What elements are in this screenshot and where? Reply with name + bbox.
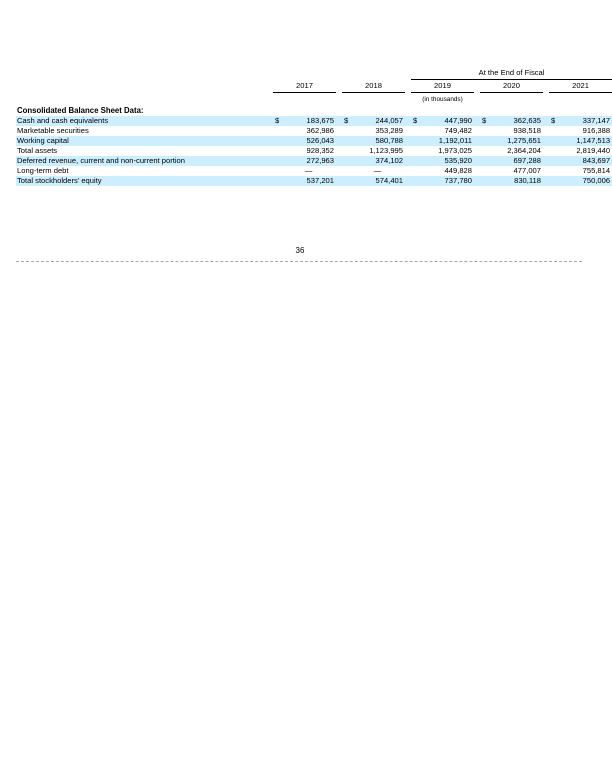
year-header: 2021 xyxy=(549,80,612,93)
cell-value: 1,973,025 xyxy=(438,146,472,155)
currency-symbol xyxy=(411,146,419,156)
cell-value: 737,780 xyxy=(419,176,474,186)
row-label: Marketable securities xyxy=(17,126,89,135)
row-label: Total stockholders' equity xyxy=(16,176,273,186)
currency-symbol xyxy=(273,136,281,146)
cell-value: 535,920 xyxy=(419,156,474,166)
currency-symbol xyxy=(411,156,419,166)
currency-symbol: $ xyxy=(551,116,556,125)
cell-value: 928,352 xyxy=(306,146,334,155)
row-label: Long-term debt xyxy=(17,166,69,175)
cell-value: 830,118 xyxy=(488,176,543,186)
currency-symbol xyxy=(549,156,557,166)
currency-symbol xyxy=(342,166,350,176)
table-row xyxy=(16,116,612,126)
cell-value: 337,147 xyxy=(557,116,612,126)
year-header: 2018 xyxy=(342,80,405,93)
currency-symbol xyxy=(411,136,419,146)
cell-value: 1,123,995 xyxy=(369,146,403,155)
currency-symbol: $ xyxy=(344,116,349,125)
cell-value: 447,990 xyxy=(419,116,474,126)
currency-symbol xyxy=(273,126,281,136)
currency-symbol: $ xyxy=(482,116,487,125)
balance-sheet-table xyxy=(16,68,612,186)
units-note: (in thousands) xyxy=(422,96,463,103)
cell-value: 1,275,651 xyxy=(488,136,543,146)
year-header: 2017 xyxy=(273,80,336,93)
currency-symbol xyxy=(273,166,281,176)
currency-symbol xyxy=(549,136,557,146)
cell-value: — xyxy=(373,166,382,175)
currency-symbol xyxy=(411,166,419,176)
cell-value: 750,006 xyxy=(557,176,612,186)
cell-value: 272,963 xyxy=(281,156,336,166)
cell-value: 362,986 xyxy=(306,126,334,135)
currency-symbol: $ xyxy=(413,116,418,125)
currency-symbol xyxy=(480,156,488,166)
currency-symbol xyxy=(411,126,419,136)
currency-symbol xyxy=(549,126,557,136)
currency-symbol xyxy=(480,136,488,146)
table-row xyxy=(16,126,612,136)
row-label: Working capital xyxy=(16,136,273,146)
currency-symbol xyxy=(342,146,350,156)
table-row xyxy=(16,166,612,176)
table-group-header-row xyxy=(16,68,612,80)
cell-value: 353,289 xyxy=(375,126,403,135)
cell-value: 1,147,513 xyxy=(557,136,612,146)
cell-value: 362,635 xyxy=(488,116,543,126)
year-header: 2020 xyxy=(480,80,543,93)
currency-symbol xyxy=(273,156,281,166)
cell-value: 755,814 xyxy=(582,166,611,175)
cell-value: 183,675 xyxy=(281,116,336,126)
table-row xyxy=(16,176,612,186)
cell-value: 2,819,440 xyxy=(576,146,611,155)
table-section-row xyxy=(16,106,612,116)
row-label: Deferred revenue, current and non-current portion xyxy=(16,156,273,166)
currency-symbol xyxy=(549,176,557,186)
cell-value: 449,828 xyxy=(444,166,472,175)
cell-value: 574,401 xyxy=(350,176,405,186)
currency-symbol xyxy=(342,136,350,146)
currency-symbol xyxy=(411,176,419,186)
cell-value: 1,192,011 xyxy=(419,136,474,146)
table-row xyxy=(16,146,612,156)
cell-value: — xyxy=(304,166,313,175)
year-header: 2019 xyxy=(411,80,474,93)
row-label: Cash and cash equivalents xyxy=(16,116,273,126)
cell-value: 2,364,204 xyxy=(507,146,541,155)
currency-symbol xyxy=(342,126,350,136)
table-row xyxy=(16,136,612,146)
table-years-row xyxy=(16,80,612,93)
cell-value: 580,788 xyxy=(350,136,405,146)
currency-symbol xyxy=(480,176,488,186)
currency-symbol xyxy=(480,146,488,156)
cell-value: 697,288 xyxy=(488,156,543,166)
currency-symbol: $ xyxy=(275,116,280,125)
cell-value: 477,007 xyxy=(513,166,541,175)
currency-symbol xyxy=(549,166,557,176)
cell-value: 843,697 xyxy=(557,156,612,166)
currency-symbol xyxy=(342,156,350,166)
table-row xyxy=(16,156,612,166)
cell-value: 526,043 xyxy=(281,136,336,146)
currency-symbol xyxy=(273,146,281,156)
cell-value: 537,201 xyxy=(281,176,336,186)
cell-value: 244,057 xyxy=(350,116,405,126)
page-divider xyxy=(16,261,582,262)
currency-symbol xyxy=(480,126,488,136)
currency-symbol xyxy=(480,166,488,176)
cell-value: 916,388 xyxy=(582,126,611,135)
cell-value: 374,102 xyxy=(350,156,405,166)
group-header-at-end-of-fiscal: At the End of Fiscal xyxy=(411,68,612,80)
section-title: Consolidated Balance Sheet Data: xyxy=(17,106,144,115)
currency-symbol xyxy=(342,176,350,186)
currency-symbol xyxy=(549,146,557,156)
row-label: Total assets xyxy=(17,146,58,155)
cell-value: 749,482 xyxy=(444,126,472,135)
page-number: 36 xyxy=(295,246,305,255)
cell-value: 938,518 xyxy=(513,126,541,135)
currency-symbol xyxy=(273,176,281,186)
table-units-row xyxy=(16,93,612,107)
